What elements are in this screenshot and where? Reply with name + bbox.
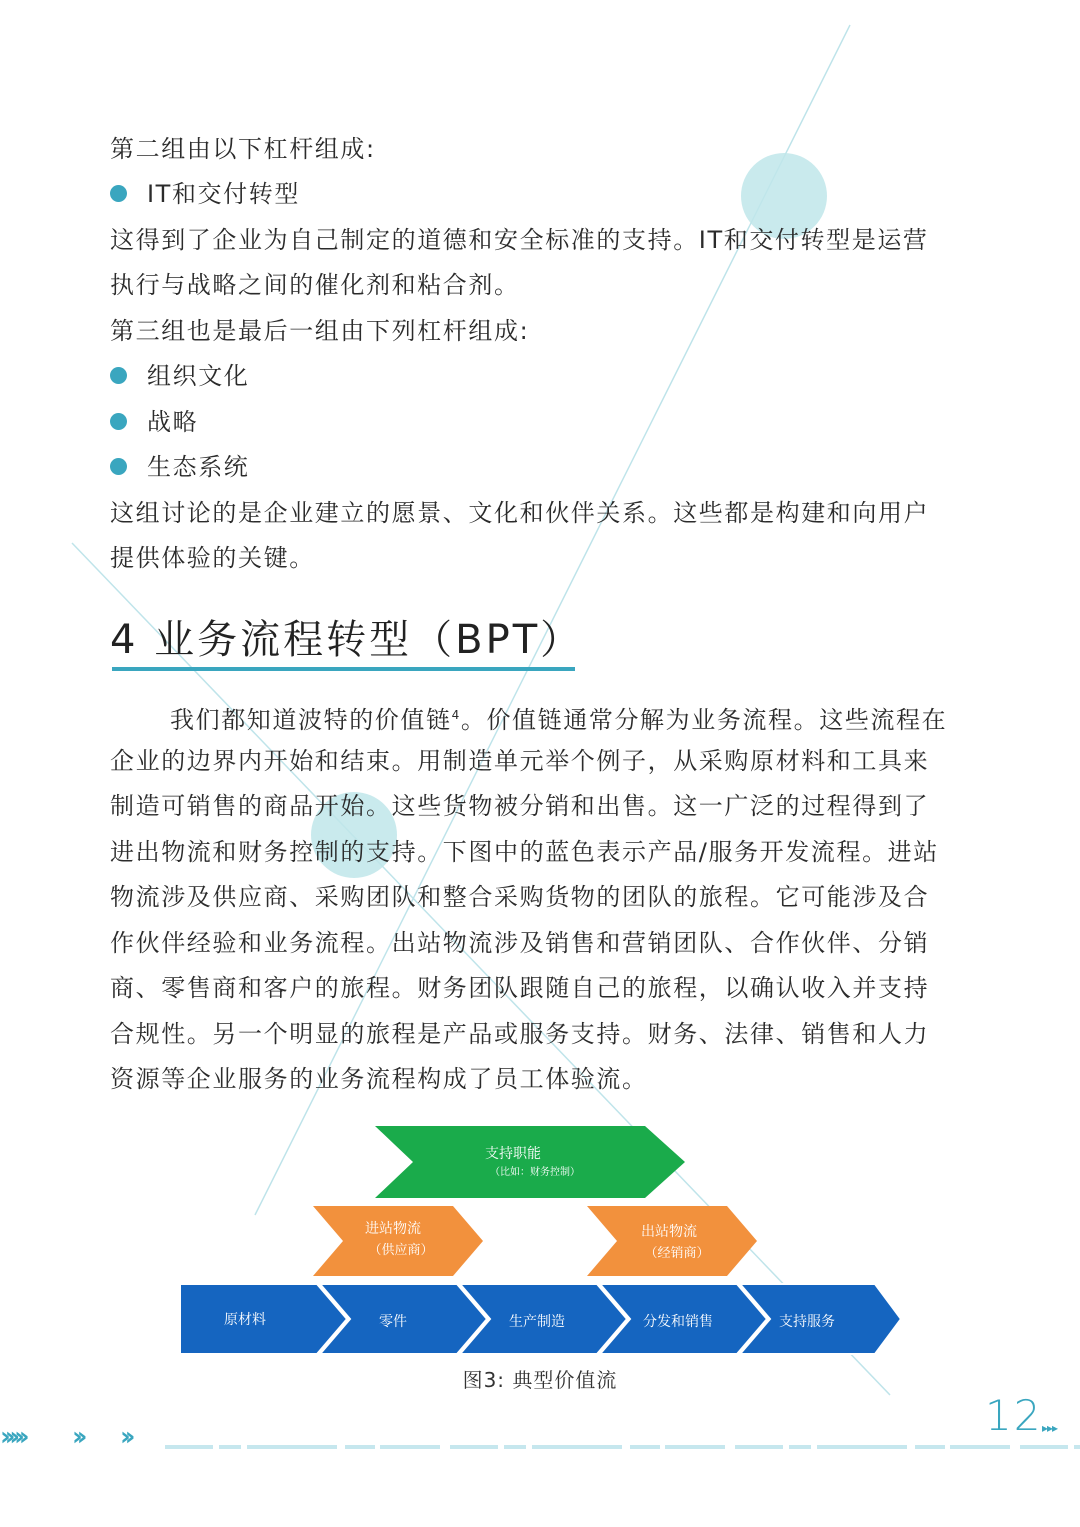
paragraph-line: 企业的边界内开始和结束。用制造单元举个例子，从采购原材料和工具来	[110, 747, 930, 775]
figure-caption: 图3: 典型价值流	[462, 1368, 618, 1392]
chevron-icon: ››	[72, 1422, 82, 1452]
inbound-logistics-arrow	[313, 1206, 483, 1276]
chevron-icon: ›››››	[0, 1422, 24, 1452]
support-function-arrow	[375, 1126, 685, 1198]
paragraph-line: 执行与战略之间的催化剂和粘合剂。	[110, 271, 520, 299]
value-stream-diagram	[175, 1120, 905, 1360]
chain-step-label: 分发和销售	[643, 1314, 713, 1330]
inbound-logistics-label: 进站物流	[365, 1221, 421, 1237]
bullet-item: 生态系统	[110, 450, 249, 484]
outbound-logistics-label: 出站物流	[641, 1224, 697, 1240]
footnote-ref: 4	[451, 708, 461, 722]
group2-intro: 第二组由以下杠杆组成:	[110, 135, 376, 163]
support-function-label: 支持职能	[485, 1146, 541, 1162]
footer-dashed-band	[165, 1444, 1080, 1450]
value-chain	[180, 1284, 901, 1354]
paragraph-line: 这得到了企业为自己制定的道德和安全标准的支持。IT和交付转型是运营	[110, 226, 929, 254]
bullet-item: 战略	[110, 405, 198, 439]
paragraph-line: 商、零售商和客户的旅程。财务团队跟随自己的旅程，以确认收入并支持	[110, 974, 930, 1002]
page-number: 12	[985, 1391, 1043, 1440]
paragraph-line: 物流涉及供应商、采购团队和整合采购货物的团队的旅程。它可能涉及合	[110, 883, 930, 911]
bullet-dot-icon	[110, 458, 127, 475]
paragraph-line: 资源等企业服务的业务流程构成了员工体验流。	[110, 1065, 648, 1093]
support-function-sub: （比如：财务控制）	[490, 1167, 580, 1178]
bullet-item: 组织文化	[110, 359, 249, 393]
bullet-dot-icon	[110, 185, 127, 202]
heading-underline	[112, 667, 575, 671]
chain-step-label: 支持服务	[779, 1314, 835, 1330]
section-heading: 4 业务流程转型（BPT）	[110, 617, 584, 663]
inbound-logistics-sub: （供应商）	[368, 1243, 434, 1258]
chain-step-label: 原材料	[224, 1312, 266, 1328]
bullet-item: IT和交付转型	[110, 177, 300, 211]
chain-step-label: 零件	[379, 1314, 407, 1330]
paragraph-line: 作伙伴经验和业务流程。出站物流涉及销售和营销团队、合作伙伴、分销	[110, 929, 930, 957]
bullet-dot-icon	[110, 413, 127, 430]
paragraph-line: 进出物流和财务控制的支持。下图中的蓝色表示产品/服务开发流程。进站	[110, 838, 939, 866]
outbound-logistics-sub: （经销商）	[644, 1246, 710, 1261]
paragraph-line: 合规性。另一个明显的旅程是产品或服务支持。财务、法律、销售和人力	[110, 1020, 930, 1048]
bullet-dot-icon	[110, 367, 127, 384]
chain-step-label: 生产制造	[509, 1314, 565, 1330]
chevron-icon: ››	[120, 1422, 130, 1452]
page-chevron-icon: ▸▸▸	[1042, 1421, 1058, 1435]
group3-intro: 第三组也是最后一组由下列杠杆组成:	[110, 317, 530, 345]
paragraph-line: 我们都知道波特的价值链$^4$。价值链通常分解为业务流程。这些流程在	[170, 706, 948, 734]
paragraph-line: 提供体验的关键。	[110, 544, 315, 572]
paragraph-line: 这组讨论的是企业建立的愿景、文化和伙伴关系。这些都是构建和向用户	[110, 499, 930, 527]
paragraph-line: 制造可销售的商品开始。这些货物被分销和出售。这一广泛的过程得到了	[110, 792, 930, 820]
outbound-logistics-arrow	[587, 1206, 757, 1276]
